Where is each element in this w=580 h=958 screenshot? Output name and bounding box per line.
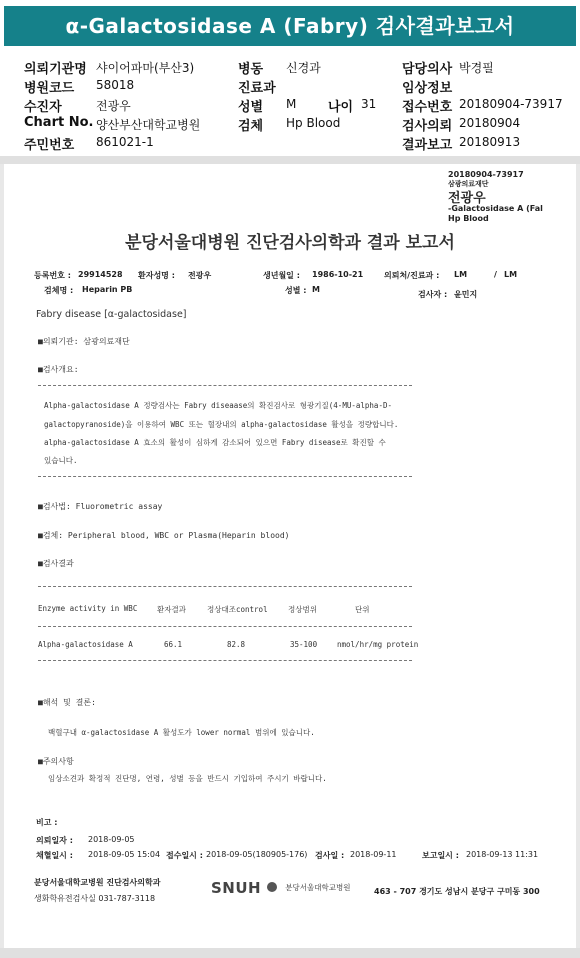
- label-patient: 수진자: [24, 100, 62, 115]
- patient-info-panel: [0, 48, 580, 156]
- label-request-date: 검사의뢰: [402, 119, 453, 134]
- receipt-date: 2018-09-05(180905-176): [206, 850, 308, 859]
- table-header-patient: 환자결과: [157, 605, 186, 614]
- dob-label: 생년월일 :: [263, 271, 300, 280]
- label-sex: 성별: [238, 100, 264, 115]
- stamp-patient-name: 전광우: [448, 191, 486, 206]
- label-department: 진료과: [238, 81, 276, 96]
- interpretation-text: 백혈구내 α-galactosidase A 활성도가 lower normal 범위에 있습니다.: [48, 728, 315, 737]
- sex-label: 성별 :: [285, 286, 307, 295]
- overview-line-4: 있습니다.: [44, 456, 78, 465]
- value-patient: 전광우: [96, 99, 131, 113]
- table-header-control: 정상대조control: [207, 605, 268, 614]
- label-hospital-code: 병원코드: [24, 81, 75, 96]
- report-banner: [0, 0, 580, 48]
- specimen-label: 검체명 :: [44, 286, 74, 295]
- report-date: 2018-09-13 11:31: [466, 850, 539, 859]
- examiner: 윤민지: [454, 290, 478, 299]
- dept-sep: /: [494, 270, 497, 279]
- receipt-date-label: 접수일시 :: [166, 851, 203, 860]
- value-age: 31: [361, 97, 377, 111]
- label-ward: 병동: [238, 62, 264, 77]
- table-cell-control: 82.8: [227, 640, 246, 649]
- institution-line: ■의뢰기관: 삼광의료재단: [38, 337, 130, 346]
- value-accession: 20180904-73917: [459, 97, 563, 111]
- stamp-accession: 20180904-73917: [448, 170, 524, 179]
- label-institution: 의뢰기관명: [24, 62, 87, 77]
- footer-lab-phone: 생화학유전검사실 031-787-3118: [34, 894, 156, 903]
- table-cell-enzyme: Alpha-galactosidase A: [38, 640, 133, 649]
- disease-title: Fabry disease [α-galactosidase]: [36, 309, 187, 320]
- value-doctor: 박경필: [459, 61, 494, 75]
- snuh-logo: [211, 878, 351, 897]
- stamp-test-name: -Galactosidase A (Fal: [448, 204, 543, 213]
- request-date: 2018-09-05: [88, 835, 135, 844]
- label-resident-no: 주민번호: [24, 138, 75, 153]
- table-header-enzyme: Enzyme activity in WBC: [38, 604, 138, 613]
- label-result-report: 결과보고: [402, 138, 453, 153]
- dashed-rule: [38, 385, 412, 386]
- value-chart-no: 양산부산대학교병원: [96, 118, 201, 132]
- dept-b: LM: [504, 270, 518, 279]
- divider: [0, 156, 580, 164]
- test-date: 2018-09-11: [350, 850, 397, 859]
- snuh-logo-subtitle: 분당서울대학교병원: [285, 883, 351, 892]
- dashed-rule: [38, 476, 412, 477]
- sex: M: [312, 285, 320, 294]
- reg-no: 29914528: [78, 270, 123, 279]
- dept-a: LM: [454, 270, 468, 279]
- remarks-label: 비고 :: [36, 818, 58, 827]
- label-specimen: 검체: [238, 119, 264, 134]
- specimen-name: Heparin PB: [82, 285, 133, 294]
- dashed-rule: [38, 586, 412, 587]
- report-date-label: 보고일시 :: [422, 851, 459, 860]
- label-age: 나이: [328, 100, 354, 115]
- dept-label: 의뢰처/진료과 :: [384, 271, 440, 280]
- label-clinical-info: 임상정보: [402, 81, 453, 96]
- value-result-report: 20180913: [459, 135, 521, 149]
- table-cell-unit: nmol/hr/mg protein: [337, 640, 419, 649]
- table-cell-range: 35-100: [290, 640, 318, 649]
- specimen-line: ■검체: Peripheral blood, WBC or Plasma(Heparin blood): [38, 531, 290, 540]
- value-request-date: 20180904: [459, 116, 521, 130]
- bottom-divider: [0, 948, 580, 958]
- snuh-emblem-icon: [267, 882, 277, 892]
- value-hospital-code: 58018: [96, 78, 135, 92]
- method-line: ■검사법: Fluorometric assay: [38, 502, 163, 511]
- overview-line-3: alpha-galactosidase A 효소의 활성이 심하게 감소되어 있으면 Fabry disease로 확진할 수: [44, 438, 386, 447]
- label-chart-no: Chart No.: [24, 115, 94, 130]
- overview-line-2: galactopyranoside)을 이용하여 WBC 또는 혈장내의 alpha-galactosidase 활성을 정량합니다.: [44, 420, 399, 429]
- caution-text: 임상소견과 확정적 진단명, 연령, 성별 등을 반드시 기입하여 주시기 바랍니다.: [48, 774, 327, 783]
- stamp-specimen: Hp Blood: [448, 214, 489, 223]
- footer-department: 분당서울대학교병원 진단검사의학과: [34, 878, 161, 887]
- label-accession: 접수번호: [402, 100, 453, 115]
- examiner-label: 검사자 :: [418, 290, 448, 299]
- dob: 1986-10-21: [312, 270, 364, 279]
- value-sex: M: [286, 97, 297, 111]
- draw-date-label: 채혈일시 :: [36, 851, 73, 860]
- dashed-rule: [38, 626, 412, 627]
- request-date-label: 의뢰일자 :: [36, 836, 73, 845]
- label-doctor: 담당의사: [402, 62, 453, 77]
- overview-heading: ■검사개요:: [38, 365, 79, 374]
- result-heading: ■검사결과: [38, 559, 74, 568]
- test-date-label: 검사일 :: [315, 851, 345, 860]
- patient-name: 전광우: [188, 271, 212, 280]
- table-header-range: 정상범위: [288, 605, 317, 614]
- overview-line-1: Alpha-galactosidase A 정량검사는 Fabry diseaase의 확진검사로 형광기질(4-MU-alpha-D-: [44, 401, 392, 410]
- patient-name-label: 환자성명 :: [138, 271, 175, 280]
- report-title: 분당서울대병원 진단검사의학과 결과 보고서: [125, 233, 455, 253]
- lab-report-scan: [4, 164, 576, 948]
- banner-title: α-Galactosidase A (Fabry) 검사결과보고서: [4, 6, 576, 46]
- draw-date: 2018-09-05 15:04: [88, 850, 161, 859]
- table-header-unit: 단위: [355, 605, 370, 614]
- stamp-lab-name: 삼광의료재단: [448, 180, 489, 188]
- interpretation-heading: ■해석 및 결론:: [38, 698, 96, 707]
- reg-no-label: 등록번호 :: [34, 271, 71, 280]
- value-ward: 신경과: [286, 61, 321, 75]
- footer-address: 463 - 707 경기도 성남시 분당구 구미동 300: [374, 887, 540, 896]
- value-institution: 샤이어파마(부산3): [96, 61, 195, 75]
- value-resident-no: 861021-1: [96, 135, 154, 149]
- table-cell-patient-result: 66.1: [164, 640, 183, 649]
- dashed-rule: [38, 660, 412, 661]
- value-specimen: Hp Blood: [286, 116, 341, 130]
- snuh-logo-text: SNUH: [211, 879, 262, 897]
- caution-heading: ■주의사항: [38, 757, 74, 766]
